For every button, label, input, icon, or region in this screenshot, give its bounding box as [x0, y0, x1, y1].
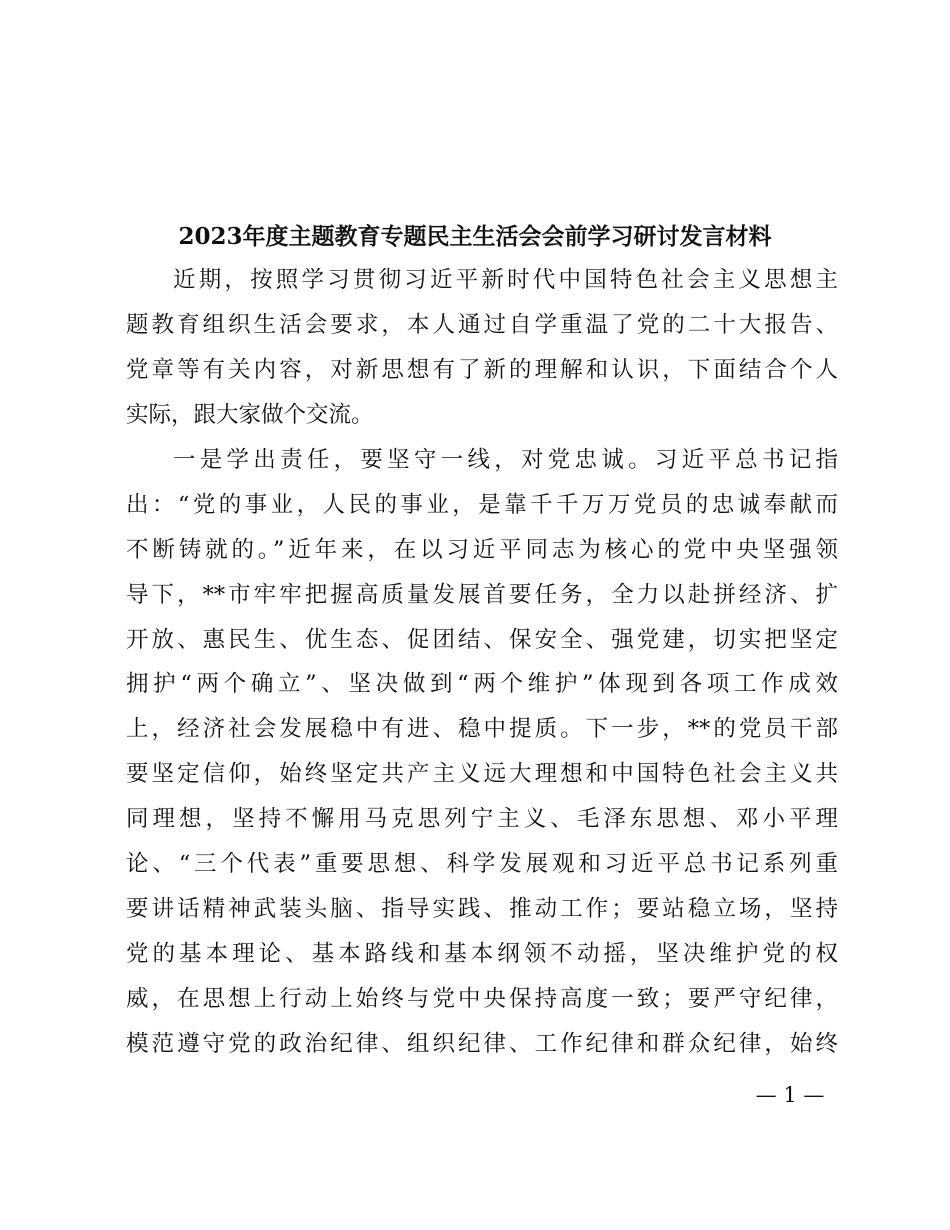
paragraph-line: 一是学出责任，要坚守一线，对党忠诚。习近平总书记指 [173, 447, 838, 473]
paragraph-line: 论、“三个代表”重要思想、科学发展观和习近平总书记系列重 [126, 851, 838, 878]
paragraph-line: 威，在思想上行动上始终与党中央保持高度一致；要严守纪律， [126, 985, 838, 1012]
paragraph-line: 模范遵守党的政治纪律、组织纪律、工作纪律和群众纪律，始终 [126, 1030, 838, 1057]
paragraph-line: 拥护“两个确立”、坚决做到“两个维护”体现到各项工作成效 [126, 671, 838, 698]
paragraph-line: 党章等有关内容，对新思想有了新的理解和认识，下面结合个人 [126, 356, 838, 383]
paragraph-line: 党的基本理论、基本路线和基本纲领不动摇，坚决维护党的权 [126, 940, 838, 967]
paragraph-line: 要讲话精神武装头脑、指导实践、推动工作；要站稳立场，坚持 [126, 895, 838, 922]
page-number: — 1 — [755, 1083, 825, 1107]
paragraph-line: 近期，按照学习贯彻习近平新时代中国特色社会主义思想主 [173, 267, 838, 293]
paragraph-line: 不断铸就的。”近年来，在以习近平同志为核心的党中央坚强领 [126, 536, 838, 563]
paragraph-line: 同理想，坚持不懈用马克思列宁主义、毛泽东思想、邓小平理 [126, 806, 838, 833]
paragraph-line: 实际，跟大家做个交流。 [126, 401, 374, 428]
paragraph-responsibility [126, 438, 838, 1066]
paragraph-line: 开放、惠民生、优生态、促团结、保安全、强党建，切实把坚定 [126, 626, 838, 653]
paragraph-line: 出：“党的事业，人民的事业，是靠千千万万党员的忠诚奉献而 [126, 491, 838, 518]
paragraph-intro [126, 258, 838, 438]
document-title: 2023年度主题教育专题民主生活会会前学习研讨发言材料 [178, 223, 772, 250]
paragraph-line: 要坚定信仰，始终坚定共产主义远大理想和中国特色社会主义共 [126, 761, 838, 788]
paragraph-line: 题教育组织生活会要求，本人通过自学重温了党的二十大报告、 [126, 311, 838, 338]
paragraph-line: 导下，**市牢牢把握高质量发展首要任务，全力以赴拼经济、扩 [126, 581, 838, 608]
paragraph-line: 上，经济社会发展稳中有进、稳中提质。下一步，**的党员干部 [126, 716, 838, 743]
